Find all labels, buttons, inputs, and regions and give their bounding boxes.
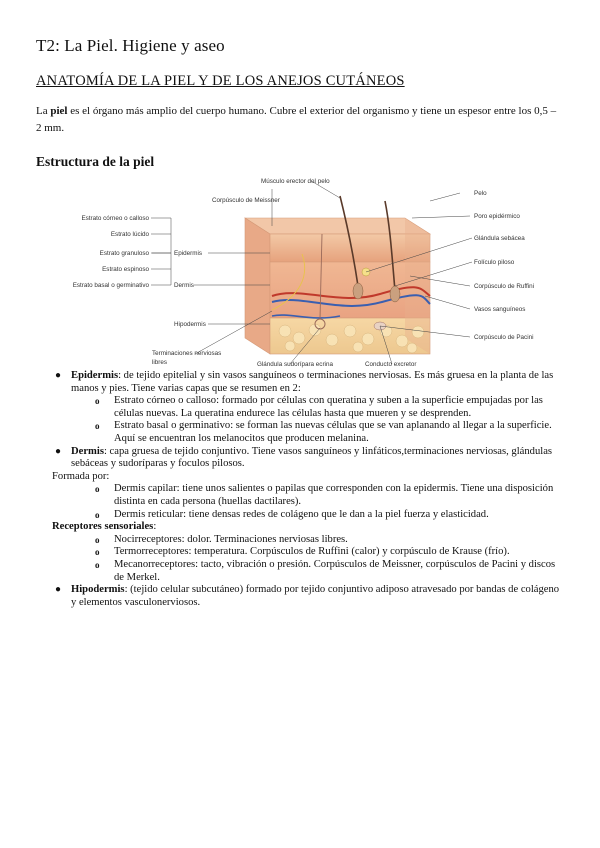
list-item (95, 534, 562, 547)
list-item (95, 483, 562, 508)
label-glandula-sudoripara: Glándula sudorípara ecrina (257, 361, 333, 368)
circle-bullet-icon: o (95, 484, 100, 495)
circle-bullet-icon: o (95, 509, 100, 520)
subitem-text: Estrato basal o germinativo: se forman las nuevas células que se van aplanando al llegar a la superficie. Aquí se encuentran los melanocitos que producen melanina. (114, 420, 552, 444)
epidermis-sublist (71, 395, 562, 445)
label-libres: libres (152, 359, 168, 366)
subitem-text: Termorreceptores: temperatura. Corpúsculos de Ruffini (calor) y corpúsculo de Krause (frío). (114, 546, 510, 558)
diagram-left-labels (73, 215, 150, 289)
subitem-text: Dermis reticular: tiene densas redes de colágeno que le dan a la piel fuerza y elasticidad. (114, 508, 489, 520)
label-estrato-lucido: Estrato lúcido (110, 231, 149, 238)
skin-block (245, 196, 430, 354)
bullet-icon: ● (55, 370, 62, 381)
list-item (95, 420, 562, 445)
receptors-sublist (71, 534, 562, 584)
epidermis-text: : de tejido epitelial y sin vasos sanguíneos o terminaciones nerviosas. Es más gruesa en la planta de las manos y pies. Tiene varias capas que se resumen en 2: (71, 370, 554, 394)
label-estrato-espinoso: Estrato espinoso (102, 266, 149, 273)
subitem-text: Nocirreceptores: dolor. Terminaciones nerviosas libres. (114, 533, 348, 545)
label-estrato-corneo: Estrato córneo o calloso (81, 215, 149, 222)
section-heading: ANATOMÍA DE LA PIEL Y DE LOS ANEJOS CUTÁNEOS (36, 73, 405, 89)
dermis-text: : capa gruesa de tejido conjuntivo. Tiene vasos sanguíneos y linfáticos,terminaciones nerviosas, glándulas sebáceas y sudoríparas y foculos pilosos. (71, 445, 553, 470)
label-meissner: Corpúsculo de Meissner (212, 197, 280, 204)
label-poro: Poro epidérmico (474, 213, 520, 220)
list-item-dermis (52, 446, 562, 585)
term-dermis: Dermis (71, 445, 104, 457)
label-glandula-sebacea: Glándula sebácea (474, 235, 525, 242)
dermis-formed-by: Formada por: (52, 470, 110, 482)
circle-bullet-icon: o (95, 559, 100, 570)
label-estrato-granuloso: Estrato granuloso (99, 250, 149, 257)
circle-bullet-icon: o (95, 421, 100, 432)
label-ruffini: Corpúsculo de Ruffini (474, 283, 535, 290)
diagram-top-labels (212, 178, 330, 204)
skin-anatomy-diagram (40, 176, 560, 370)
label-foliculo-piloso: Folículo piloso (474, 259, 515, 266)
label-vasos: Vasos sanguíneos (474, 306, 526, 313)
circle-bullet-icon: o (95, 547, 100, 558)
intro-lead: La (36, 105, 51, 117)
list-item-epidermis (52, 370, 562, 446)
circle-bullet-icon: o (95, 534, 100, 545)
intro-paragraph (36, 103, 564, 137)
hipodermis-text: : (tejido celular subcutáneo) formado por tejido conjuntivo adiposo atravesado por bandas de colágeno y elementos vasculonerviosos. (71, 584, 560, 608)
diagram-layer-labels (174, 250, 206, 328)
label-estrato-basal: Estrato basal o germinativo (72, 282, 149, 289)
label-hipodermis: Hipodermis (174, 321, 206, 328)
list-item (95, 509, 562, 522)
bullet-icon: ● (55, 584, 62, 596)
receptors-colon: : (153, 521, 157, 533)
dermis-sublist (71, 483, 562, 521)
term-hipodermis: Hipodermis (71, 584, 125, 596)
page-title: T2: La Piel. Higiene y aseo (36, 36, 225, 55)
term-epidermis: Epidermis (71, 370, 119, 381)
label-pelo: Pelo (474, 190, 487, 197)
diagram-right-labels (474, 190, 534, 341)
list-item (95, 546, 562, 559)
label-conducto-excretor: Conducto excretor (365, 361, 417, 368)
label-terminaciones: Terminaciones nerviosas (152, 350, 222, 357)
bullet-icon: ● (55, 445, 62, 457)
subitem-text: Estrato córneo o calloso: formado por células con queratina y suben a la superficie empujadas por las células nuevas. La queratina endurece las células hasta que mueren y se desprenden. (114, 395, 543, 419)
label-epidermis: Epidermis (174, 250, 202, 257)
receptors-heading-text: Receptores sensoriales (52, 521, 154, 533)
list-item (95, 559, 562, 584)
label-musculo-erector: Músculo erector del pelo (261, 178, 330, 185)
intro-rest: es el órgano más amplio del cuerpo humano. Cubre el exterior del organismo y tiene un espesor entre los 0,5 – 2 mm. (36, 105, 557, 134)
list-item (95, 395, 562, 420)
subitem-text: Mecanorreceptores: tacto, vibración o presión. Corpúsculos de Meissner, corpúsculos de Pacini y discos de Merkel. (114, 558, 556, 583)
receptors-heading (52, 521, 562, 534)
content-list (52, 370, 562, 609)
structure-heading: Estructura de la piel (36, 154, 155, 169)
intro-bold-term: piel (50, 105, 68, 117)
list-item-hipodermis (52, 584, 562, 609)
subitem-text: Dermis capilar: tiene unos salientes o papilas que corresponden con la epidermis. Tiene una disposición distinta en cada persona (huellas dactilares). (114, 483, 554, 507)
label-dermis: Dermis (174, 282, 194, 289)
circle-bullet-icon: o (95, 396, 100, 407)
label-pacini: Corpúsculo de Pacini (474, 334, 534, 341)
